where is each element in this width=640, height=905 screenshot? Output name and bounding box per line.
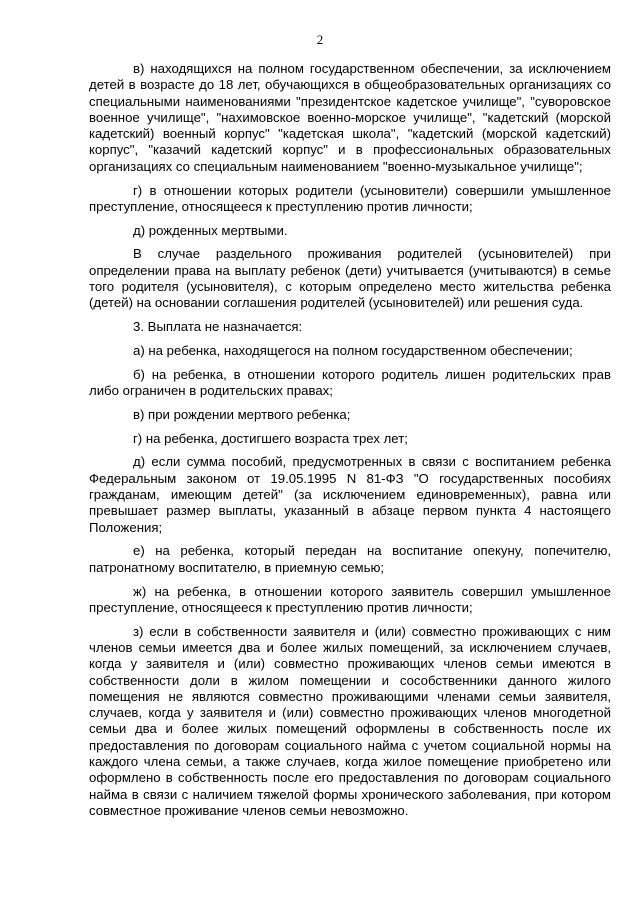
paragraph-g-crime-parents: г) в отношении которых родители (усыновители) совершили умышленное преступление, относящееся к преступлению против личности;	[89, 182, 611, 214]
paragraph-section-3-heading: 3. Выплата не назначается:	[133, 319, 303, 335]
paragraph-e-guardianship: е) на ребенка, который передан на воспитание опекуну, попечителю, патронатному воспитателю, в приемную семью;	[89, 543, 611, 575]
paragraph-v-stillbirth: в) при рождении мертвого ребенка;	[133, 406, 351, 422]
paragraph-separate-residence: В случае раздельного проживания родителей (усыновителей) при определении права на выплату ребенок (дети) учитывается (учитываются) в семье того родителя (усыновителя), с которым определено место жительства ребенка (детей) на основании соглашения родителей (усыновителей) или решения суда.	[89, 246, 611, 311]
paragraph-z-housing: з) если в собственности заявителя и (или) совместно проживающих с ним членов семьи имеется два и более жилых помещений, за исключением случаев, когда у заявителя и (или) совместно проживающих членов семьи имеются в собственности доли в жилом помещении и сособственники данного жилого помещения не являются совместно проживающими членами семьи заявителя, случаев, когда у заявителя и (или) совместно проживающих членов многодетной семьи два и более жилых помещений оформлены в собственность после их предоставления по договорам социального найма с учетом социальной нормы на каждого члена семьи, а также случаев, когда жилое помещение приобретено или оформлено в собственность после его предоставления по договорам социального найма в связи с наличием тяжелой формы хронического заболевания, при котором совместное проживание членов семьи невозможно.	[89, 623, 611, 818]
paragraph-zh-crime-applicant: ж) на ребенка, в отношении которого заявитель совершил умышленное преступление, относящееся к преступлению против личности;	[89, 583, 611, 615]
paragraph-a-state-support: а) на ребенка, находящегося на полном государственном обеспечении;	[133, 342, 573, 358]
paragraph-d-stillborn: д) рожденных мертвыми.	[133, 222, 288, 238]
paragraph-v-state-support: в) находящихся на полном государственном обеспечении, за исключением детей в возрасте до 18 лет, обучающихся в общеобразовательных организациях со специальными наименованиями "президентское кадетское училище", "суворовское военное училище", "нахимовское военно-морское училище", "кадетский (морской кадетский) военный корпус" "кадетская школа", "кадетский (морской кадетский) корпус", "казачий кадетский корпус" и в профессиональных образовательных организациях со специальным наименованием "военно-музыкальное училище";	[89, 61, 611, 174]
paragraph-b-parental-rights: б) на ребенка, в отношении которого родитель лишен родительских прав либо ограничен в родительских правах;	[89, 366, 611, 399]
paragraph-g-age-three: г) на ребенка, достигшего возраста трех лет;	[133, 430, 408, 446]
document-body	[89, 61, 611, 827]
page-number: 2	[316, 32, 324, 47]
paragraph-d-benefits-sum: д) если сумма пособий, предусмотренных в связи с воспитанием ребенка Федеральным законом от 19.05.1995 N 81-ФЗ "О государственных пособиях гражданам, имеющим детей" (за исключением единовременных), равна или превышает размер выплаты, указанный в абзаце первом пункта 4 настоящего Положения;	[89, 454, 611, 535]
